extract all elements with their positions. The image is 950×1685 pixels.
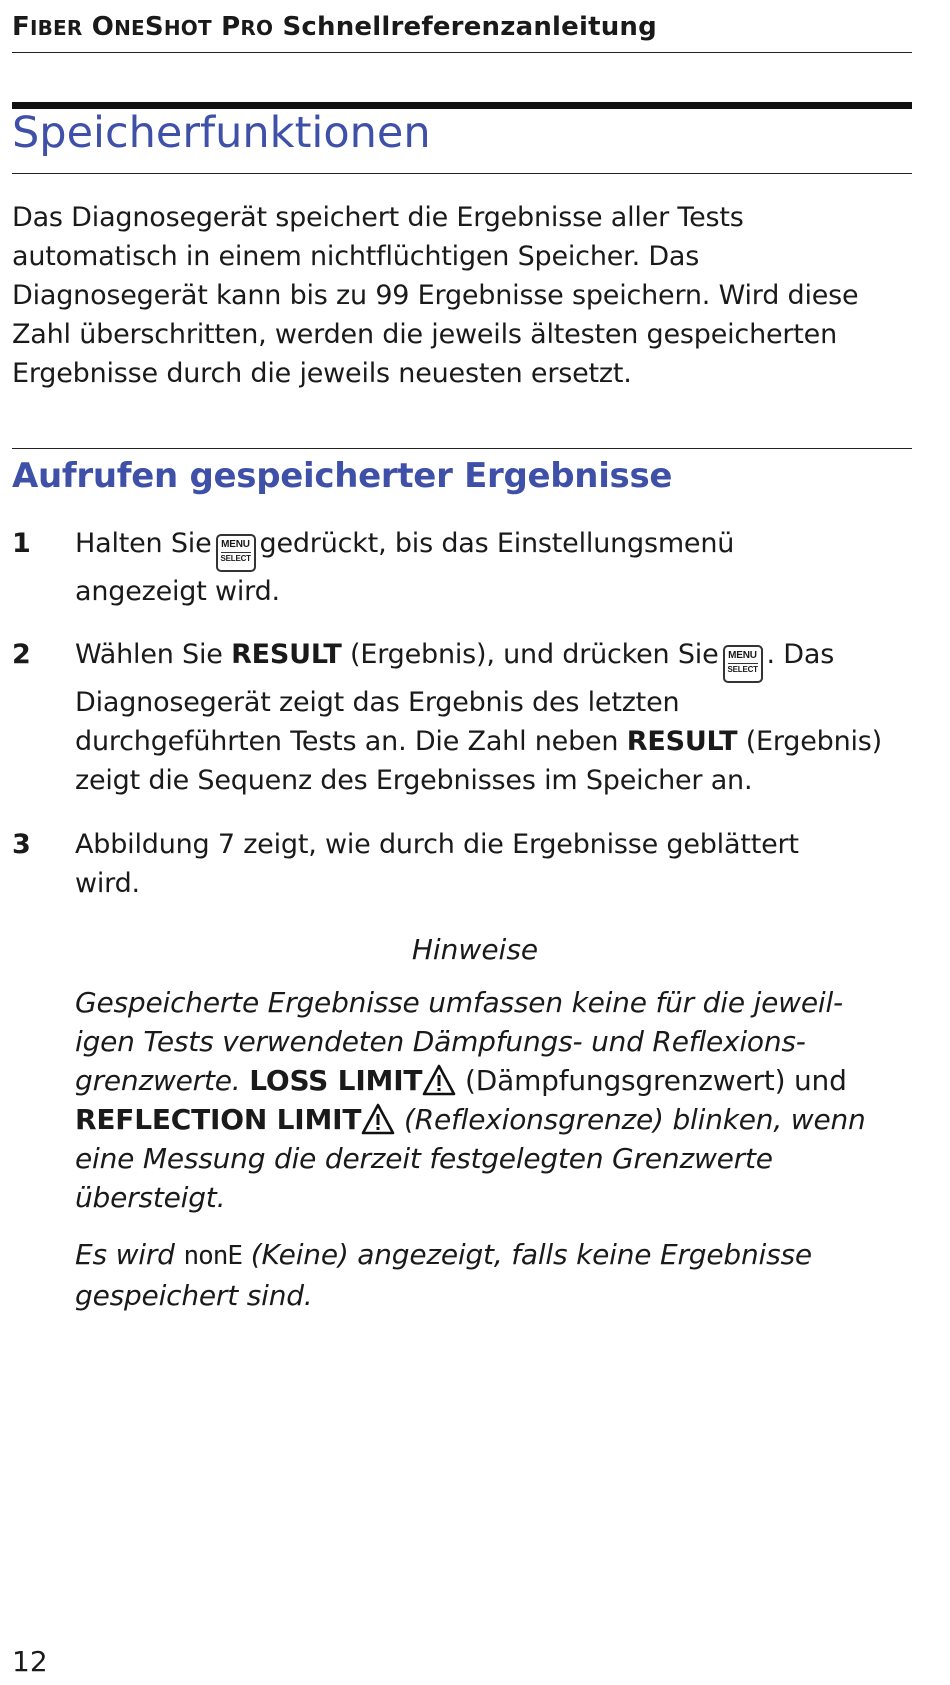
note-text: grenzwerte. [75, 1064, 241, 1097]
note-text: Es wird [75, 1238, 175, 1271]
running-header [12, 12, 657, 42]
step-text: Abbildung 7 zeigt, wie durch die Ergebnisse geblättert [75, 829, 799, 860]
result-term: RESULT [231, 639, 342, 670]
step-text: Wählen Sie [75, 639, 223, 670]
step-text: (Ergebnis), und drücken Sie [350, 639, 719, 670]
step-text: durchgeführten Tests an. Die Zahl neben [75, 726, 619, 757]
note-text: (Keine) angezeigt, falls keine Ergebnisse [250, 1238, 812, 1271]
note-1 [75, 983, 925, 1217]
step-text: Halten Sie [75, 528, 212, 559]
intro-line: Zahl überschritten, werden die jeweils ältesten gespeicherten [12, 319, 837, 350]
intro-line: automatisch in einem nichtflüchtigen Speicher. Das [12, 241, 700, 272]
warning-triangle-icon [422, 1064, 456, 1096]
step-text: (Ergebnis) [745, 726, 883, 757]
note-2 [75, 1235, 925, 1315]
warning-triangle-icon [361, 1103, 395, 1135]
step-text: . Das [766, 639, 835, 670]
note-text: gespeichert sind. [75, 1279, 313, 1312]
header-divider [12, 52, 912, 53]
section-title: Speicherfunktionen [12, 108, 431, 158]
menu-select-key-icon: MENU SELECT [723, 645, 763, 683]
header-product-smallcaps: RO [240, 16, 274, 40]
notes-title: Hinweise [411, 933, 539, 966]
note-text: (Reflexionsgrenze) blinken, wenn [403, 1103, 866, 1136]
subsection-title: Aufrufen gespeicherter Ergebnisse [12, 456, 673, 496]
reflection-limit-term: REFLECTION LIMIT [75, 1103, 362, 1136]
note-text: eine Messung die derzeit festgelegten Grenzwerte [75, 1142, 773, 1175]
menu-select-key-icon: MENU SELECT [216, 534, 256, 572]
header-product-smallcaps: IBER [29, 16, 83, 40]
step-text: Diagnosegerät zeigt das Ergebnis des letzten [75, 687, 680, 718]
header-product-smallcaps: HOT [163, 16, 212, 40]
note-text: Gespeicherte Ergebnisse umfassen keine für die jeweil- [75, 986, 843, 1019]
note-text: (Dämpfungsgrenzwert) und [465, 1064, 847, 1097]
subsection-divider [12, 448, 912, 449]
step-text: wird. [75, 868, 140, 899]
intro-line: Das Diagnosegerät speichert die Ergebnisse aller Tests [12, 202, 744, 233]
step-text: angezeigt wird. [75, 576, 280, 607]
step-number: 3 [12, 829, 31, 860]
step-text: zeigt die Sequenz des Ergebnisses im Speicher an. [75, 765, 753, 796]
note-text: übersteigt. [75, 1181, 226, 1214]
step-text: gedrückt, bis das Einstellungsmenü [259, 528, 735, 559]
intro-line: Diagnosegerät kann bis zu 99 Ergebnisse speichern. Wird diese [12, 280, 859, 311]
header-product-smallcaps: NE [114, 16, 145, 40]
intro-line: Ergebnisse durch die jeweils neuesten ersetzt. [12, 358, 632, 389]
header-product-letter: S [144, 12, 164, 42]
step-number: 2 [12, 639, 31, 670]
header-product-letter: P [221, 12, 241, 42]
loss-limit-term: LOSS LIMIT [249, 1064, 423, 1097]
section-title-divider [12, 173, 912, 174]
page-number: 12 [12, 1645, 48, 1678]
intro-paragraph [12, 198, 912, 393]
result-term: RESULT [626, 726, 738, 757]
header-doc-title: Schnellreferenzanleitung [282, 12, 657, 42]
step-number: 1 [12, 528, 31, 559]
header-product-letter: F [12, 12, 30, 42]
note-text: igen Tests verwendeten Dämpfungs- und Reflexions- [75, 1025, 806, 1058]
none-display-text: nonE [183, 1241, 243, 1271]
header-product-letter: O [91, 12, 115, 42]
